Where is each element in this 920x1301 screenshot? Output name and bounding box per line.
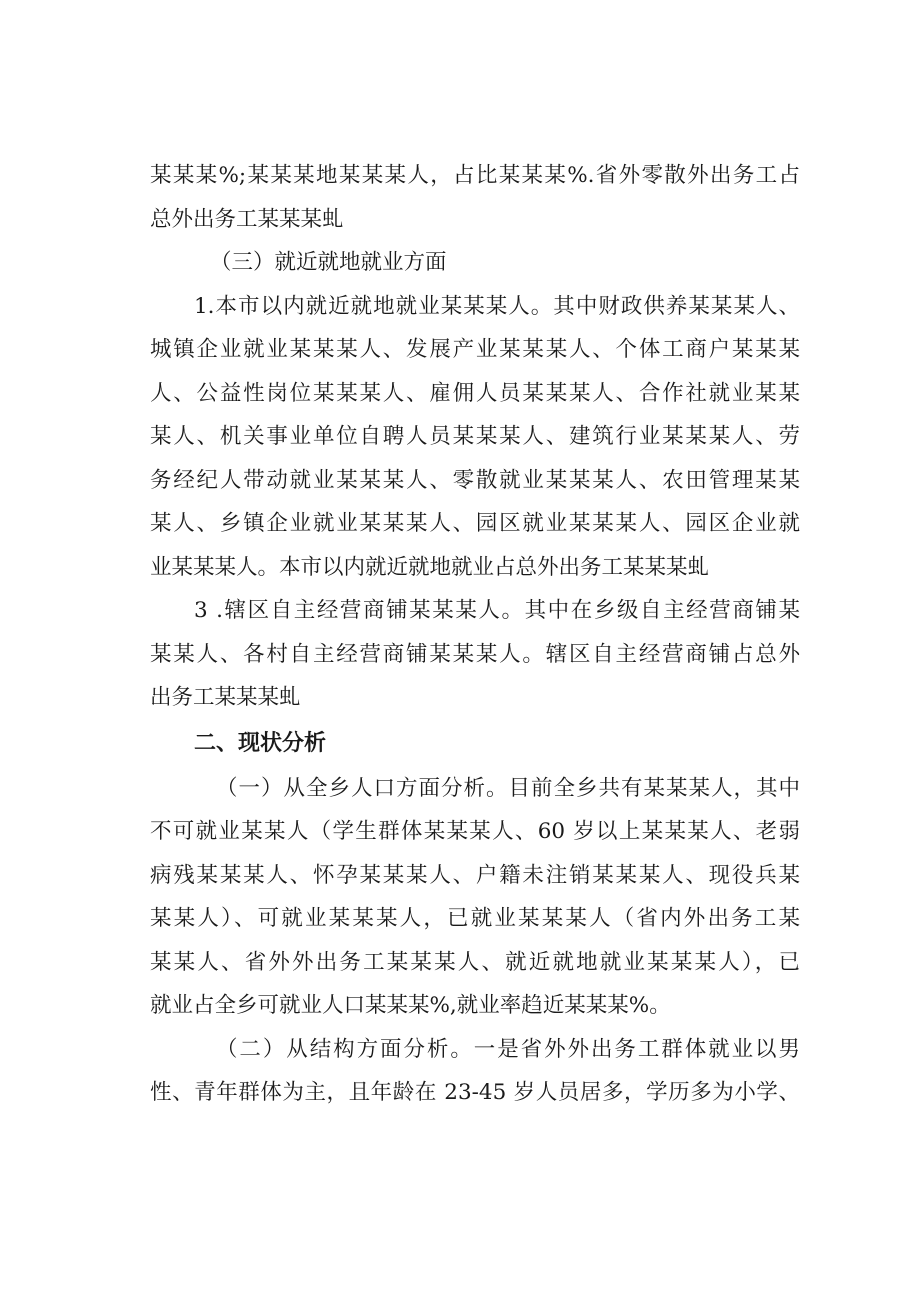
- text-line: 某某人、省外外出务工某某某人、就近就地就业某某某人），已: [150, 949, 800, 975]
- text-line: 3 .辖区自主经营商铺某某某人。其中在乡级自主经营商铺某: [194, 598, 800, 623]
- text-line: 某人、乡镇企业就业某某某人、园区就业某某某人、园区企业就: [150, 511, 800, 536]
- text-line: 某人、机关事业单位自聘人员某某某人、建筑行业某某某人、劳: [150, 424, 800, 449]
- text-line: 业某某某人。本市以内就近就地就业占总外出务工某某某虬: [150, 554, 710, 580]
- text-line: 性、青年群体为主，且年龄在 23-45 岁人员居多，学历多为小学、: [150, 1080, 800, 1105]
- section-heading: 二、现状分析: [194, 730, 327, 756]
- text-line: （一）从全乡人口方面分析。目前全乡共有某某某人，其中: [216, 775, 800, 801]
- text-line: 1.本市以内就近就地就业某某某人。其中财政供养某某某人、: [194, 293, 800, 319]
- text-line: 务经纪人带动就业某某某人、零散就业某某某人、农田管理某某: [150, 467, 800, 493]
- text-line: 不可就业某某人（学生群体某某某人、60 岁以上某某某人、老弱: [150, 819, 800, 844]
- text-line: 总外出务工某某某虬: [150, 206, 344, 232]
- text-line: 某某人）、可就业某某某人，已就业某某某人（省内外出务工某: [150, 906, 800, 931]
- text-line: 病残某某某人、怀孕某某某人、户籍未注销某某某人、现役兵某: [150, 862, 800, 888]
- text-line: 城镇企业就业某某某人、发展产业某某某人、个体工商户某某某: [150, 337, 800, 362]
- text-line: 就业占全乡可就业人口某某某%,就业率趋近某某某%。: [150, 993, 671, 1018]
- document-page: [150, 154, 800, 1115]
- text-line: 人、公益性岗位某某某人、雇佣人员某某某人、合作社就业某某: [150, 380, 800, 406]
- text-line: （二）从结构方面分析。一是省外外出务工群体就业以男: [216, 1036, 800, 1062]
- text-line: 某某某%;某某某地某某某人，占比某某某%.省外零散外出务工占: [150, 163, 800, 188]
- text-line: 出务工某某某虬: [150, 685, 301, 710]
- text-line: 某某人、各村自主经营商铺某某某人。辖区自主经营商铺占总外: [150, 641, 800, 667]
- section-subheading: （三）就近就地就业方面: [210, 250, 447, 275]
